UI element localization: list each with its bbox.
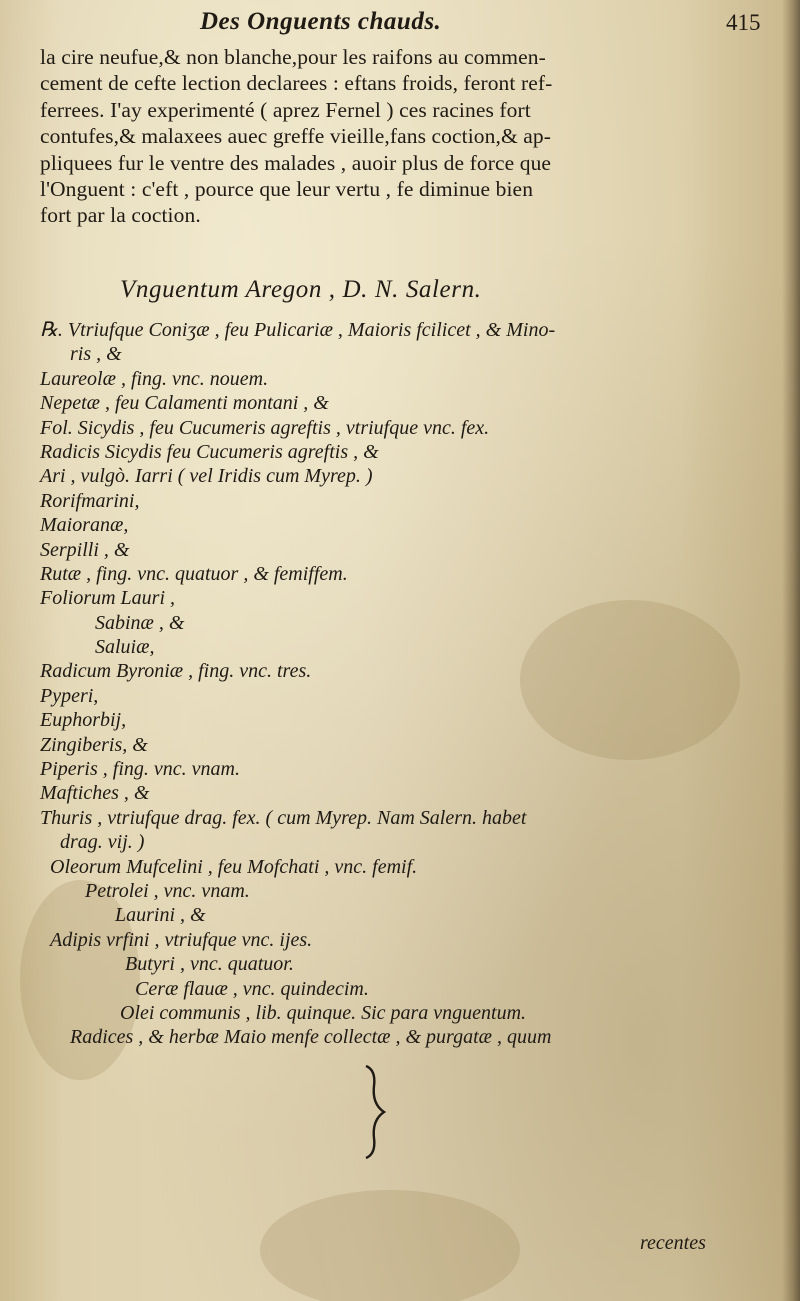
recipe-line: Zingiberis, &: [40, 733, 148, 756]
paragraph-line: la cire neufue,& non blanche,pour les raifons au commen-: [40, 45, 546, 69]
recipe-line: drag. vij. ): [60, 831, 145, 854]
catchword: recentes: [640, 1232, 706, 1254]
recipe-line: Olei communis , lib. quinque. Sic para vnguentum.: [120, 1001, 527, 1024]
recipe-line: Euphorbij,: [40, 709, 127, 732]
recipe-line: Thuris , vtriufque drag. fex. ( cum Myrep. Nam Salern. habet: [40, 806, 527, 829]
recipe-line: Pyperi,: [40, 684, 99, 707]
french-paragraph: [40, 44, 740, 229]
recipe-line: Maioranæ,: [40, 514, 129, 537]
recipe-line: Maftiches , &: [40, 782, 150, 805]
recipe-line: Serpilli , &: [40, 538, 130, 561]
recipe-line: Radicis Sicydis feu Cucumeris agreftis , &: [40, 440, 379, 463]
recipe-line: Butyri , vnc. quatuor.: [125, 953, 294, 976]
recipe-line: Laurini , &: [115, 904, 206, 927]
brace-mark: [362, 1064, 388, 1160]
paper-stain: [260, 1190, 520, 1301]
recipe-line: Ceræ flauæ , vnc. quindecim.: [135, 977, 369, 1000]
recipe-line: Saluiæ,: [95, 636, 155, 659]
page-gutter-shadow: [782, 0, 800, 1301]
paragraph-line: pliquees fur le ventre des malades , auoir plus de force que: [40, 150, 552, 175]
recipe-line: Piperis , fing. vnc. vnam.: [40, 758, 240, 781]
paragraph-line: ferrees. I'ay experimenté ( aprez Fernel ) ces racines fort: [40, 97, 531, 122]
running-head: [0, 8, 800, 42]
recipe-line: Sabinæ , &: [95, 611, 185, 634]
recipe-line: Laureolæ , fing. vnc. nouem.: [40, 367, 269, 390]
recipe-line: ris , &: [70, 343, 122, 366]
recipe-line: Ari , vulgò. Iarri ( vel Iridis cum Myrep. ): [40, 465, 373, 488]
recipe-line: Rorifmarini,: [40, 489, 140, 512]
recipe-line: Fol. Sicydis , feu Cucumeris agreftis , vtriufque vnc. fex.: [40, 416, 490, 439]
recipe-line: Radices , & herbæ Maio menfe collectæ , & purgatæ , quum: [70, 1026, 552, 1049]
recipe-line: Petrolei , vnc. vnam.: [85, 879, 250, 902]
recipe-line: Rutæ , fing. vnc. quatuor , & femiffem.: [40, 562, 348, 585]
recipe-line: Foliorum Lauri ,: [40, 587, 176, 610]
paragraph-line: fort par la coction.: [40, 203, 201, 228]
paragraph-line: contufes,& malaxees auec greffe vieille,fans coction,& ap-: [40, 124, 552, 149]
paragraph-line: cement de cefte lection declarees : eftans froids, feront ref-: [40, 71, 553, 96]
recipe-line: Radicum Byroniæ , fing. vnc. tres.: [40, 660, 312, 683]
recipe-line: ℞. Vtriufque Coniʒæ , feu Pulicariæ , Maioris fcilicet , & Mino-: [40, 319, 556, 341]
recipe-list: [40, 318, 760, 1050]
recipe-line: Nepetæ , feu Calamenti montani , &: [40, 392, 329, 415]
recipe-line: Adipis vrfini , vtriufque vnc. ijes.: [50, 928, 313, 951]
running-head-title: Des Onguents chauds.: [200, 8, 442, 35]
paragraph-line: l'Onguent : c'eft , pource que leur vertu , fe diminue bien: [40, 177, 534, 202]
page-number: 415: [726, 10, 761, 35]
recipe-line: Oleorum Mufcelini , feu Mofchati , vnc. femif.: [50, 855, 418, 878]
recipe-heading: Vnguentum Aregon , D. N. Salern.: [120, 276, 482, 303]
